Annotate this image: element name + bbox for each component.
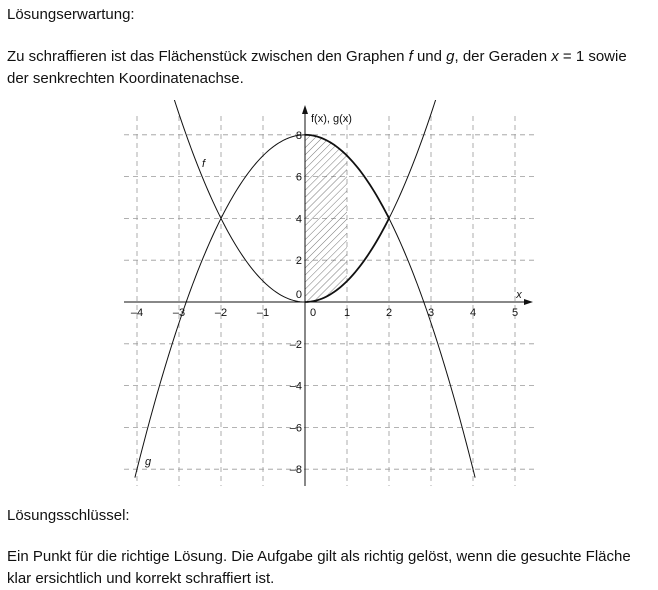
y-tick-label: 2 xyxy=(295,255,302,268)
para1-var-f: f xyxy=(408,48,413,65)
y-tick-label: 4 xyxy=(295,213,302,226)
y-axis-arrow xyxy=(302,105,308,114)
x-tick-label: 2 xyxy=(385,307,393,319)
x-tick-label: 0 xyxy=(309,307,317,319)
x-tick-label: 5 xyxy=(511,307,519,319)
x-tick-label: 3 xyxy=(427,307,435,319)
shaded-area xyxy=(305,135,347,302)
heading-loesungserwartung: Lösungserwartung: xyxy=(7,6,135,23)
x-tick-label: 1 xyxy=(343,307,351,319)
x-tick-label: –4 xyxy=(130,307,144,319)
x-tick-label: –2 xyxy=(214,307,228,319)
para1-text-3: , der Geraden xyxy=(454,48,552,65)
x-axis-label: x xyxy=(516,289,522,301)
para1-var-g: g xyxy=(446,48,455,65)
y-tick-label: –6 xyxy=(289,422,302,435)
x-tick-label: –3 xyxy=(172,307,186,319)
para1-text-4: = 1 sowie der senkrechten Koordinatenachse. xyxy=(7,48,627,87)
y-tick-label: 8 xyxy=(295,129,302,142)
y-tick-label: –8 xyxy=(289,464,302,477)
x-axis-arrow xyxy=(524,299,533,305)
x-tick-label: 4 xyxy=(469,307,477,319)
y-tick-label: –4 xyxy=(289,380,302,393)
para1-var-x: x xyxy=(551,48,559,65)
series-label-f: f xyxy=(202,158,206,170)
y-tick-label: –2 xyxy=(289,338,302,351)
series-label-g: g xyxy=(145,456,152,468)
paragraph-loesungsschluessel: Ein Punkt für die richtige Lösung. Die Aufgabe gilt als richtig gelöst, wenn die gesuchte Fläche klar ersichtlich und korrekt schraffiert ist. xyxy=(7,548,631,587)
para1-text-2: und xyxy=(412,48,447,65)
x-tick-label: –1 xyxy=(256,307,270,319)
y-tick-label: 0 xyxy=(295,289,302,301)
para1-text-1: Zu schraffieren ist das Flächenstück zwischen den Graphen xyxy=(7,48,409,65)
y-tick-label: 6 xyxy=(295,171,302,184)
heading-loesungsschluessel: Lösungsschlüssel: xyxy=(7,507,130,524)
y-axis-label: f(x), g(x) xyxy=(311,113,352,125)
